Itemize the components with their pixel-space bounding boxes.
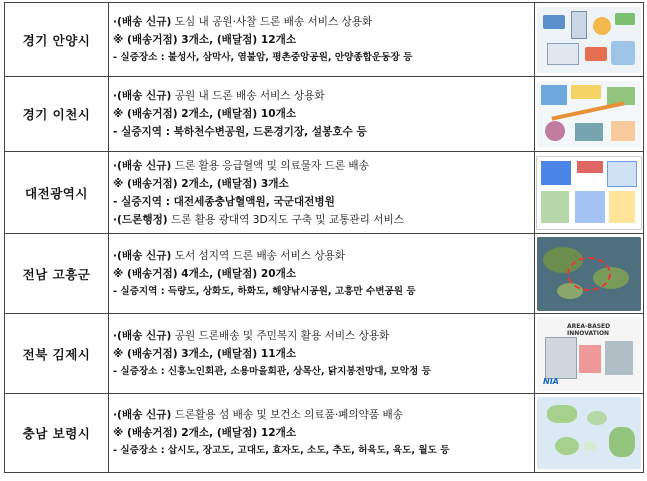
table-row — [5, 152, 644, 234]
nia-logo: NIA — [543, 376, 559, 386]
region-cell: 경기 안양시 — [5, 3, 109, 77]
service-line: ·(배송 신규) 드론활용 섬 배송 및 보건소 의료품·폐의약품 배송 — [113, 409, 403, 421]
description-cell — [109, 77, 535, 152]
drone-service-table — [4, 2, 644, 473]
service-line: ·(배송 신규) 드론 활용 응급혈액 및 의료물자 드론 배송 — [113, 159, 369, 172]
hub-count-line: ※ (배송거점) 3개소, (배달점) 12개소 — [113, 33, 297, 46]
description-cell — [109, 3, 535, 77]
site-list-line: - 실증지역 : 대전세종충남혈액원, 국군대전병원 — [113, 195, 335, 208]
site-list-line: - 실증장소 : 신흥노인회관, 소용마을회관, 상목산, 닭지봉전망대, 모악정 등 — [113, 365, 431, 377]
description-cell — [109, 234, 535, 314]
hub-count-line: ※ (배송거점) 2개소, (배달점) 3개소 — [113, 177, 289, 190]
table-row — [5, 3, 644, 77]
icheon-illustration — [537, 81, 641, 147]
description-cell — [109, 394, 535, 473]
region-cell: 대전광역시 — [5, 152, 109, 234]
boryeong-map — [537, 397, 641, 469]
region-cell: 전남 고흥군 — [5, 234, 109, 314]
table-row — [5, 77, 644, 152]
thumbnail-cell — [535, 394, 644, 473]
region-cell: 전북 김제시 — [5, 314, 109, 394]
table-row — [5, 394, 644, 473]
service-line: ·(배송 신규) 도심 내 공원·사찰 드론 배송 서비스 상용화 — [113, 15, 373, 28]
daejeon-illustration — [536, 156, 642, 230]
hub-count-line: ※ (배송거점) 2개소, (배달점) 10개소 — [113, 108, 297, 120]
gimje-title-text: AREA-BASED INNOVATION — [567, 322, 611, 337]
goheung-aerial-photo — [537, 237, 641, 311]
table-row — [5, 314, 644, 394]
thumbnail-cell — [535, 3, 644, 77]
hub-count-line: ※ (배송거점) 3개소, (배달점) 11개소 — [113, 347, 297, 360]
service-line: ·(배송 신규) 도서 섬지역 드론 배송 서비스 상용화 — [113, 249, 346, 262]
thumbnail-cell — [535, 77, 644, 152]
table-row — [5, 234, 644, 314]
site-list-line: - 실증장소 : 불성사, 삼막사, 염불암, 평촌중앙공원, 안양종합운동장 등 — [113, 51, 413, 63]
service-line: ·(배송 신규) 공원 드론배송 및 주민복지 활용 서비스 상용화 — [113, 329, 390, 342]
description-cell — [109, 314, 535, 394]
description-cell — [109, 152, 535, 234]
service-line: ·(배송 신규) 공원 내 드론 배송 서비스 상용화 — [113, 90, 325, 102]
hub-count-line: ※ (배송거점) 4개소, (배달점) 20개소 — [113, 267, 297, 280]
region-cell: 경기 이천시 — [5, 77, 109, 152]
anyang-illustration — [537, 7, 641, 73]
thumbnail-cell — [535, 314, 644, 394]
site-list-line: - 실증지역 : 북하천수변공원, 드론경기장, 설봉호수 등 — [113, 126, 367, 138]
site-list-line: - 실증장소 : 삽시도, 장고도, 고대도, 효자도, 소도, 추도, 허육도, 육도, 월도 등 — [113, 445, 450, 456]
thumbnail-cell — [535, 152, 644, 234]
region-cell: 충남 보령시 — [5, 394, 109, 473]
thumbnail-cell — [535, 234, 644, 314]
hub-count-line: ※ (배송거점) 2개소, (배달점) 12개소 — [113, 427, 297, 439]
gimje-illustration — [537, 317, 641, 391]
admin-service-line: ·(드론행정) 드론 활용 광대역 3D지도 구축 및 교통관리 서비스 — [113, 213, 404, 226]
site-list-line: - 실증지역 : 득량도, 상화도, 하화도, 해양낚시공원, 고흥만 수변공원 등 — [113, 285, 416, 297]
